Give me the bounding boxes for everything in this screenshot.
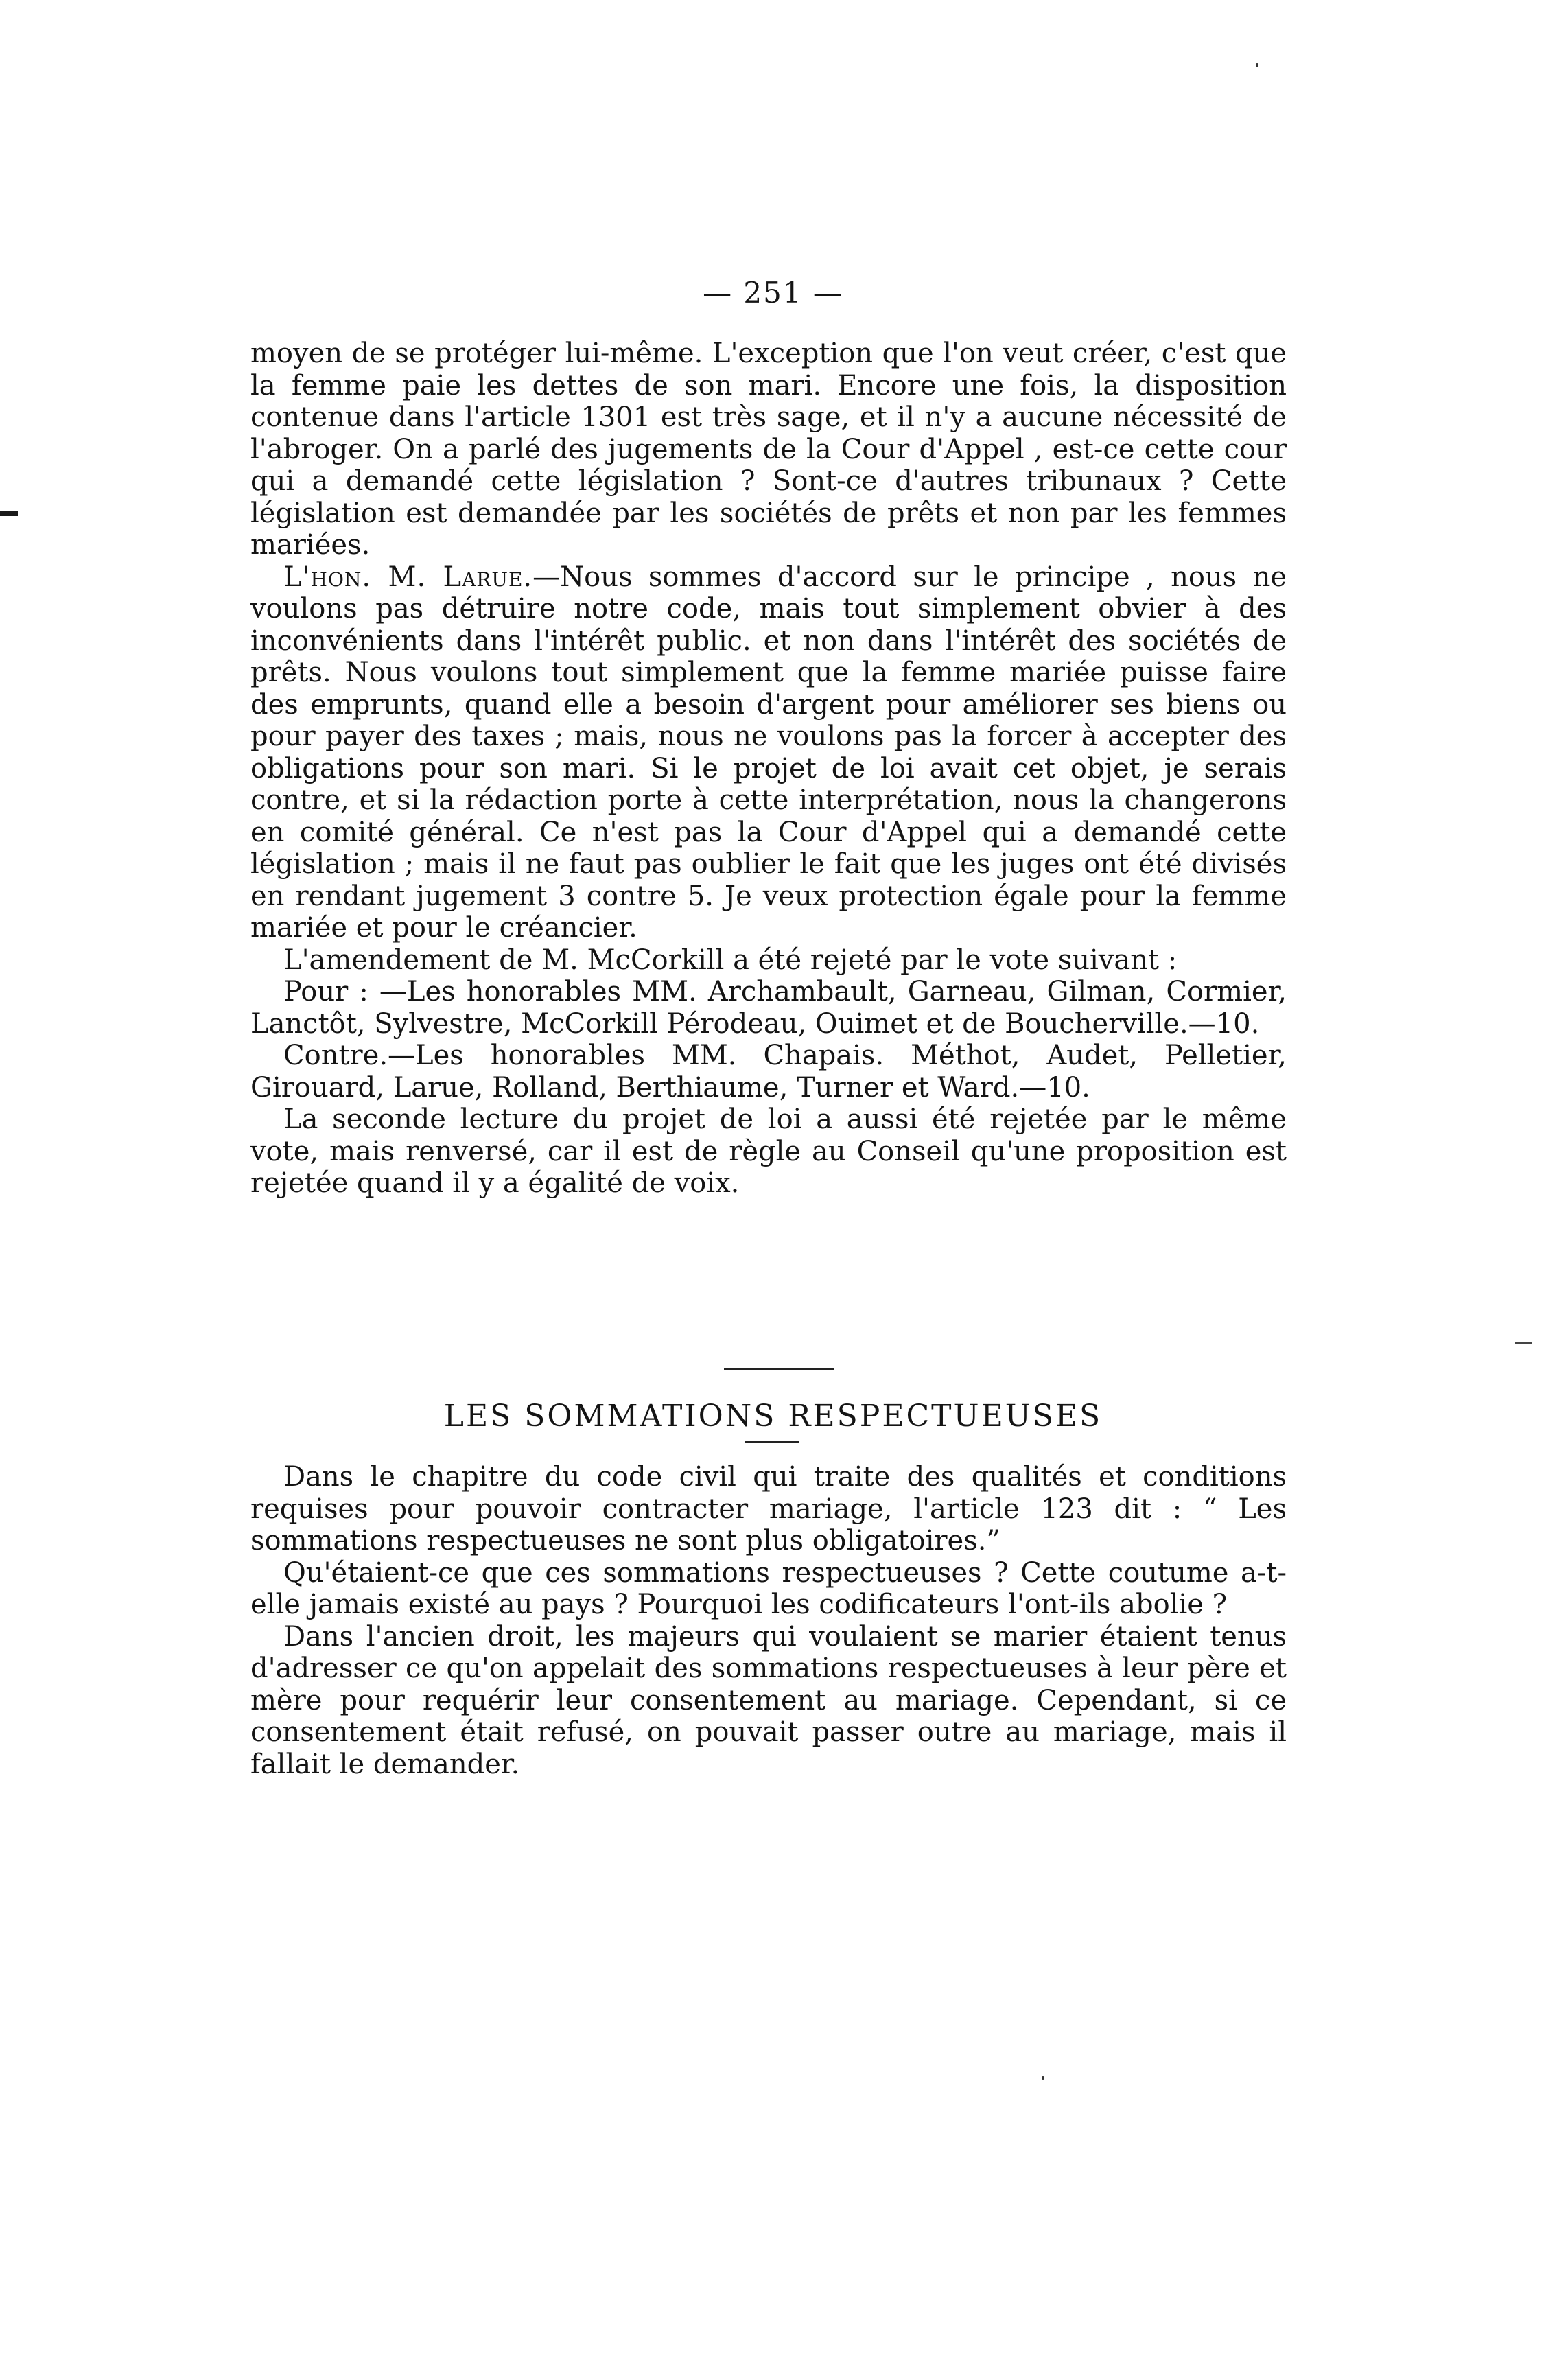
- section-heading: LES SOMMATIONS RESPECTUEUSES: [443, 1399, 1103, 1434]
- paragraph: [250, 561, 1287, 944]
- speaker-name: L'hon. M. Larue.: [283, 561, 533, 593]
- page-number: — 251 —: [703, 276, 843, 310]
- margin-mark: [1515, 1342, 1532, 1344]
- margin-mark: [0, 511, 18, 516]
- paragraph: Qu'étaient-ce que ces sommations respectueuses ? Cette coutume a-t-elle jamais existé au pays ? Pourquoi les codificateurs l'ont-ils abolie ?: [250, 1556, 1287, 1620]
- paragraph: L'amendement de M. McCorkill a été rejeté par le vote suivant :: [283, 944, 1178, 976]
- paragraph: Contre.—Les honorables MM. Chapais. Méthot, Audet, Pelletier, Girouard, Larue, Rolland, Berthiaume, Turner et Ward.—10.: [250, 1040, 1287, 1104]
- section-rule-bottom: [745, 1441, 799, 1443]
- body-text-top: [250, 338, 1287, 1200]
- paragraph: Pour : —Les honorables MM. Archambault, Garneau, Gilman, Cormier, Lanctôt, Sylvestre, McCorkill Pérodeau, Ouimet et de Boucherville.—10.: [250, 976, 1287, 1040]
- paragraph: La seconde lecture du projet de loi a aussi été rejetée par le même vote, mais renversé, car il est de règle au Conseil qu'une proposition est rejetée quand il y a égalité de voix.: [250, 1104, 1287, 1199]
- paragraph: Dans l'ancien droit, les majeurs qui voulaient se marier étaient tenus d'adresser ce qu'on appelait des sommations respectueuses à leur père et mère pour requérir leur consentement au mariage. Cependant, si ce consentement était refusé, on pouvait passer outre au mariage, mais il fallait le demander.: [250, 1620, 1287, 1780]
- section-rule-top: [724, 1368, 834, 1370]
- body-text-bottom: [250, 1461, 1287, 1780]
- paragraph-text: —Nous sommes d'accord sur le principe , nous ne voulons pas détruire notre code, mais tout simplement obvier à des inconvénients dans l'intérêt public. et non dans l'intérêt des sociétés de prêts. Nous voulons tout simplement que la femme mariée puisse faire des emprunts, quand elle a besoin d'argent pour améliorer ses biens ou pour payer des taxes ; mais, nous ne voulons pas la forcer à accepter des obligations pour son mari. Si le projet de loi avait cet objet, je serais contre, et si la rédaction porte à cette interprétation, nous la changerons en comité général. Ce n'est pas la Cour d'Appel qui a demandé cette législation ; mais il ne faut pas oublier le fait que les juges ont été divisés en rendant jugement 3 contre 5. Je veux protection égale pour la femme mariée et pour le créancier.: [250, 561, 1287, 944]
- paragraph: moyen de se protéger lui-même. L'exception que l'on veut créer, c'est que la femme paie les dettes de son mari. Encore une fois, la disposition contenue dans l'article 1301 est très sage, et il n'y a aucune nécessité de l'abroger. On a parlé des jugements de la Cour d'Appel , est-ce cette cour qui a demandé cette législation ? Sont-ce d'autres tribunaux ? Cette législation est demandée par les sociétés de prêts et non par les femmes mariées.: [250, 338, 1287, 561]
- paragraph: Dans le chapitre du code civil qui traite des qualités et conditions requises pour pouvoir contracter mariage, l'article 123 dit : “ Les sommations respectueuses ne sont plus obligatoires.”: [250, 1461, 1287, 1556]
